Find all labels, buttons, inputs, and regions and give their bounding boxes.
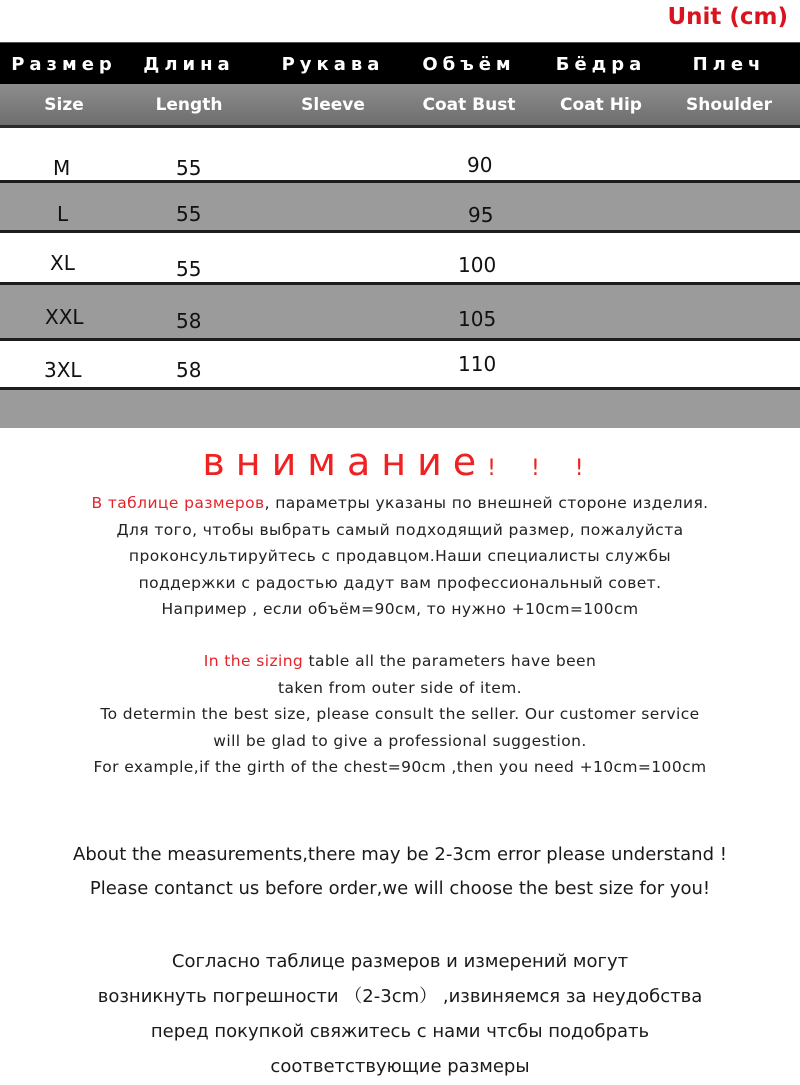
attention-marks: ! ! ! (487, 456, 598, 481)
english-notice (0, 648, 800, 781)
ru-measure-note-line4: соответствующие размеры (270, 1056, 530, 1077)
russian-notice (0, 490, 800, 623)
header-en-bust: Coat Bust (422, 94, 516, 115)
ru-measure-note-line2: возникнуть погрешности （2-3cm） ,извиняемся за неудобства (97, 986, 703, 1007)
header-ru-hip: Бёдра (555, 53, 647, 75)
bust-cell: 110 (458, 352, 497, 376)
header-row-russian (0, 42, 800, 85)
ru-notice-line1: , параметры указаны по внешней стороне изделия. (264, 494, 709, 512)
bust-cell: 90 (467, 153, 493, 177)
en-notice-line2: taken from outer side of item. (277, 678, 522, 697)
table-row (0, 341, 800, 387)
length-cell: 55 (176, 156, 202, 180)
table-row (0, 128, 800, 180)
table-row (0, 285, 800, 338)
header-ru-sleeve: Рукава (281, 53, 385, 75)
header-en-shoulder: Shoulder (685, 94, 773, 115)
header-row-english (0, 84, 800, 128)
en-notice-line3: To determin the best size, please consult the seller. Our customer service (100, 705, 700, 723)
ru-notice-line5: Например , если объём=90см, то нужно +10cm=100cm (161, 600, 639, 618)
ru-measure-note-line3: перед покупкой свяжитесь с нами чтсбы подобрать (150, 1021, 650, 1042)
header-en-hip: Coat Hip (560, 94, 642, 115)
attention-heading (0, 440, 800, 484)
measure-note-line1: About the measurements,there may be 2-3cm error please understand ! (73, 844, 727, 865)
attention-word: внимание (202, 440, 488, 484)
ru-notice-line4: поддержки с радостью дадут вам профессиональный совет. (138, 573, 662, 592)
bust-cell: 105 (458, 307, 497, 331)
bust-cell: 100 (458, 253, 497, 277)
en-notice-line4: will be glad to give a professional suggestion. (213, 731, 587, 750)
en-notice-line5: For example,if the girth of the chest=90cm ,then you need +10cm=100cm (93, 758, 707, 776)
ru-notice-highlight: В таблице размеров (91, 494, 265, 512)
unit-label: Unit (cm) (667, 4, 788, 30)
length-cell: 55 (176, 257, 202, 281)
header-en-length: Length (155, 94, 223, 115)
header-ru-shoulder: Плеч (692, 53, 766, 75)
header-en-size: Size (44, 94, 84, 115)
en-notice-line1: table all the parameters have been (303, 652, 597, 670)
table-row (0, 183, 800, 230)
header-ru-size: Размер (11, 53, 117, 75)
header-ru-bust: Объём (422, 53, 516, 75)
size-cell: XL (50, 251, 75, 275)
ru-notice-line3: проконсультируйтесь с продавцом.Наши специалисты службы (128, 547, 672, 565)
bust-cell: 95 (468, 203, 494, 227)
size-cell: 3XL (44, 358, 82, 382)
measurement-note-english (0, 838, 800, 906)
en-notice-highlight: In the sizing (203, 652, 304, 670)
measurement-note-russian (0, 944, 800, 1084)
length-cell: 55 (176, 202, 202, 226)
size-cell: L (57, 202, 69, 226)
header-en-sleeve: Sleeve (301, 94, 365, 115)
length-cell: 58 (176, 358, 202, 382)
table-footer-band (0, 390, 800, 428)
header-ru-length: Длина (143, 53, 235, 75)
size-cell: M (53, 156, 71, 180)
table-row (0, 233, 800, 282)
ru-notice-line2: Для того, чтобы выбрать самый подходящий размер, пожалуйста (116, 520, 684, 539)
ru-measure-note-line1: Согласно таблице размеров и измерений могут (171, 951, 629, 972)
length-cell: 58 (176, 309, 202, 333)
measure-note-line2: Please contanct us before order,we will choose the best size for you! (89, 878, 711, 899)
size-cell: XXL (45, 305, 84, 329)
